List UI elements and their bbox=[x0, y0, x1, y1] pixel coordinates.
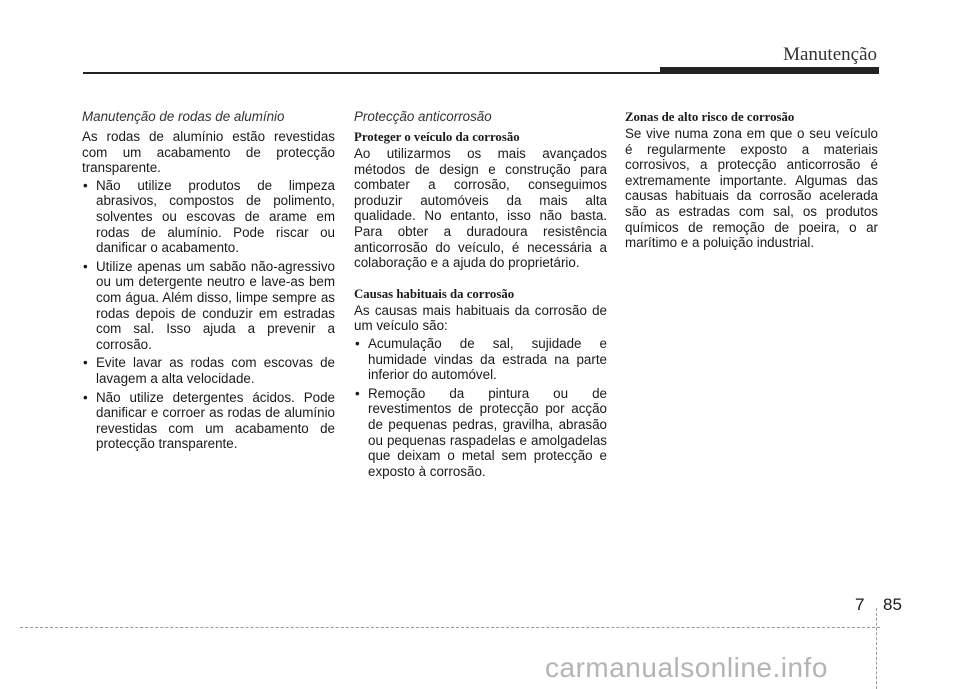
column-middle bbox=[354, 109, 607, 482]
watermark-text: carmanualsonline.info bbox=[545, 652, 828, 683]
list-item: • Não utilize detergentes ácidos. Pode danificar e corroer as rodas de alumínio revestidas com um acabamento de protecção transparente. bbox=[82, 390, 335, 452]
list-item: • Evite lavar as rodas com escovas de lavagem a alta velocidade. bbox=[82, 355, 335, 386]
header-rule-thin bbox=[83, 72, 660, 74]
paragraph-intro: As rodas de alumínio estão revestidas com um acabamento de protecção transparente. bbox=[82, 129, 335, 176]
paragraph-common-causes: As causas mais habituais da corrosão de um veículo são: bbox=[354, 302, 607, 334]
subheading-protect-vehicle: Proteger o veículo da corrosão bbox=[354, 130, 520, 144]
page-number: 85 bbox=[883, 595, 902, 614]
paragraph-high-risk-zones: Se vive numa zona em que o seu veículo é regularmente exposto a materiais corrosivos, a protecção anticorrosão é extremamente importante. Algumas das causas habituais da corrosão acelerada são as estradas com sal, os produtos químicos de remoção de poeira, o ar marítimo e a poluição industrial. bbox=[625, 126, 878, 251]
header-rule-thick bbox=[660, 67, 879, 74]
heading-aluminium-wheels: Manutenção de rodas de alumínio bbox=[82, 109, 285, 124]
subheading-common-causes: Causas habituais da corrosão bbox=[354, 286, 515, 301]
list-item: • Remoção da pintura ou de revestimentos de protecção por acção de pequenas pedras, gravilha, abrasão ou pequenas raspadelas e amolgadelas que deixam o metal sem protecção e exposto à corrosão. bbox=[354, 386, 607, 480]
section-title: Manutenção bbox=[783, 44, 877, 65]
heading-anticorrosion: Protecção anticorrosão bbox=[354, 109, 492, 124]
column-right bbox=[625, 109, 878, 251]
column-left bbox=[82, 109, 335, 455]
bullet-list-causes bbox=[354, 336, 607, 479]
paragraph-protect-vehicle: Ao utilizarmos os mais avançados métodos de design e construção para combater a corrosão, conseguimos produzir automóveis da mais alta qualidade. No entanto, isso não basta. Para obter a duradoura resistência anticorrosão do veículo, é necessária a colaboração e a ajuda do proprietário. bbox=[354, 146, 607, 271]
list-item: • Não utilize produtos de limpeza abrasivos, compostos de polimento, solventes ou escovas de arame em rodas de alumínio. Pode riscar ou danificar o acabamento. bbox=[82, 178, 335, 256]
subheading-high-risk-zones: Zonas de alto risco de corrosão bbox=[625, 110, 795, 124]
bullet-list-wheels bbox=[82, 178, 335, 452]
chapter-number: 7 bbox=[855, 595, 865, 614]
list-item: • Acumulação de sal, sujidade e humidade vindas da estrada na parte inferior do automóvel. bbox=[354, 336, 607, 383]
page-number-divider bbox=[876, 608, 877, 689]
list-item: • Utilize apenas um sabão não-agressivo ou um detergente neutro e lave-as bem com água. Além disso, limpe sempre as rodas depois de conduzir em estradas com sal. Isso ajuda a prevenir a corrosão. bbox=[82, 259, 335, 353]
footer-rule bbox=[20, 627, 880, 628]
